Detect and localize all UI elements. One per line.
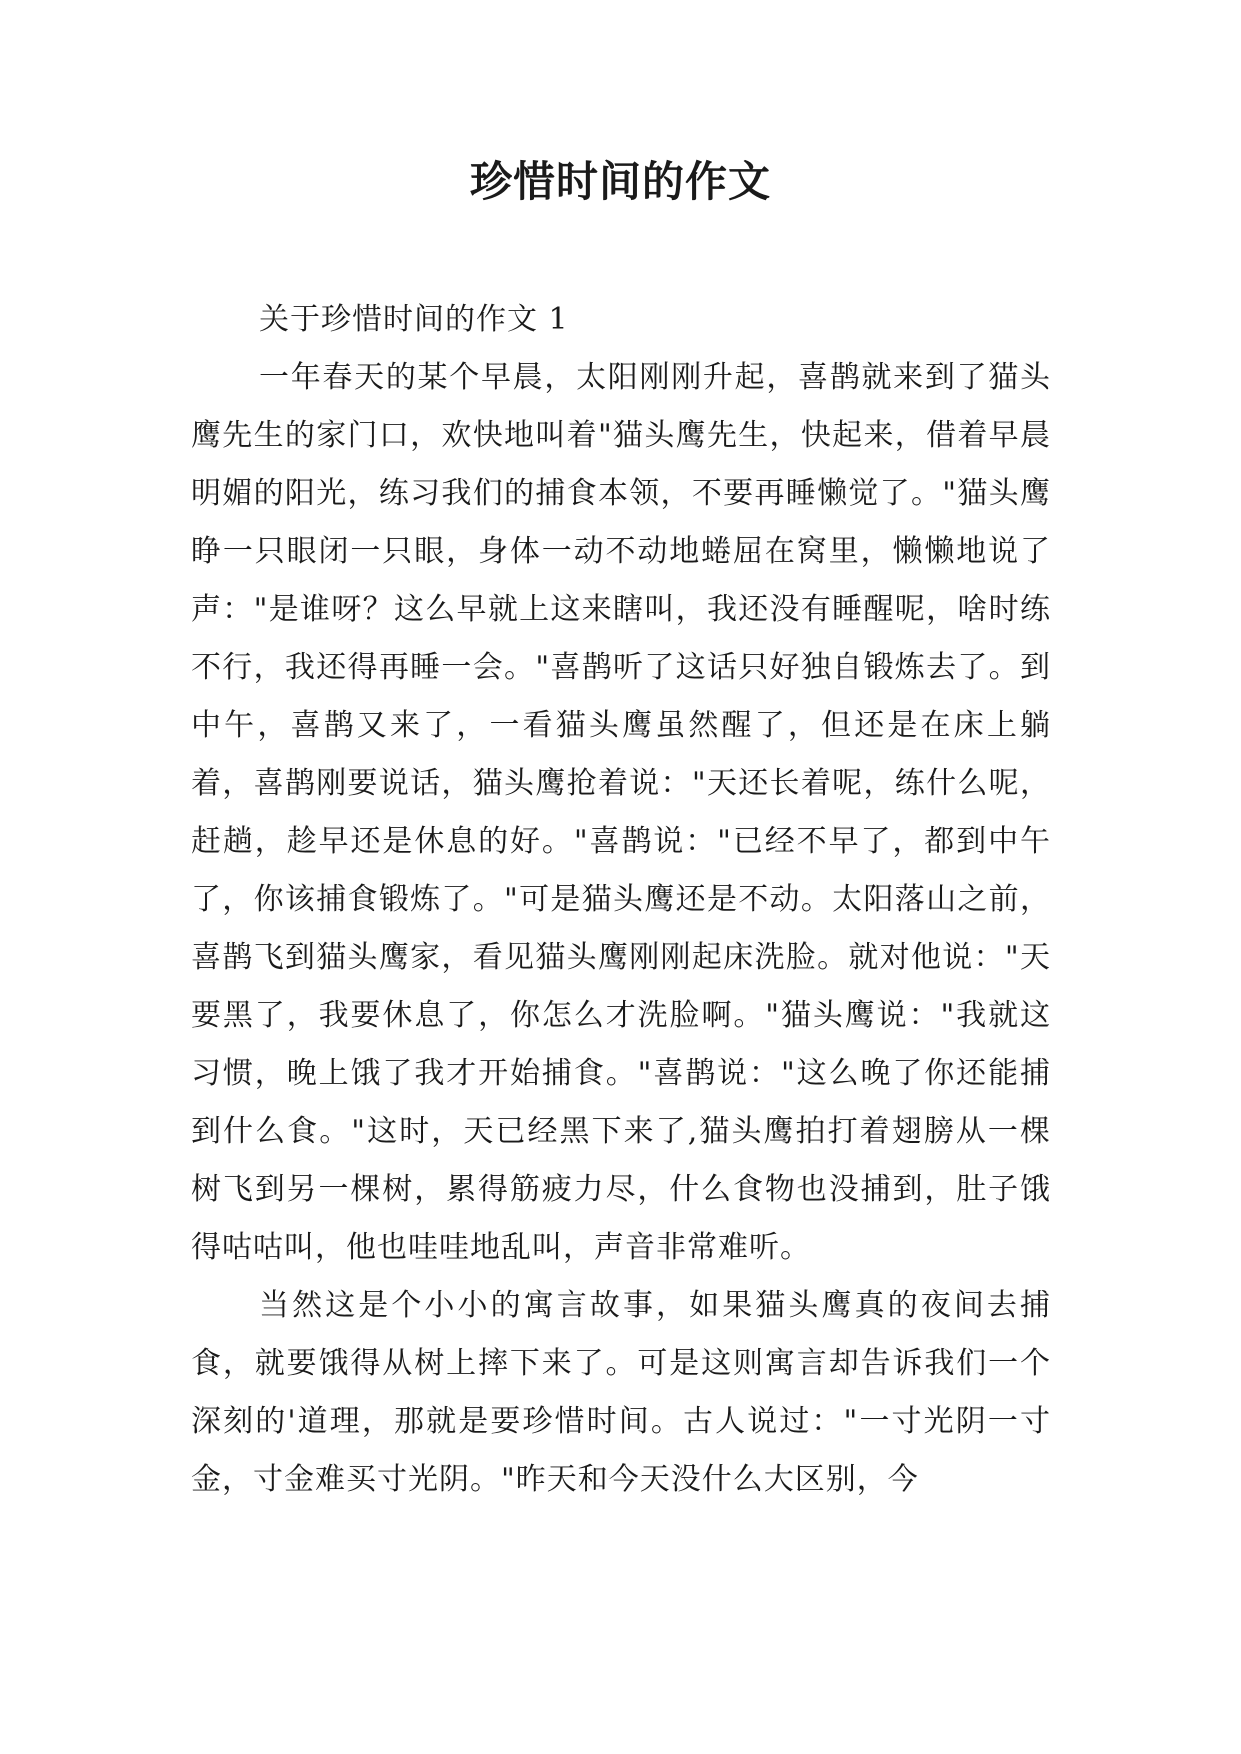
body-paragraph: 当然这是个小小的寓言故事，如果猫头鹰真的夜间去捕食，就要饿得从树上摔下来了。可是这则寓言却告诉我们一个深刻的'道理，那就是要珍惜时间。古人说过："一寸光阴一寸金，寸金难买寸光阴。"昨天和今天没什么大区别，今	[191, 1288, 1051, 1497]
document-body	[191, 291, 1051, 1509]
section-heading: 关于珍惜时间的作文 1	[259, 302, 569, 337]
document-title: 珍惜时间的作文	[469, 157, 771, 206]
body-paragraph: 一年春天的某个早晨，太阳刚刚升起，喜鹊就来到了猫头鹰先生的家门口，欢快地叫着"猫头鹰先生，快起来，借着早晨明媚的阳光，练习我们的捕食本领，不要再睡懒觉了。"猫头鹰睁一只眼闭一只眼，身体一动不动地蜷屈在窝里，懒懒地说了声："是谁呀？这么早就上这来瞎叫，我还没有睡醒呢，啥时练不行，我还得再睡一会。"喜鹊听了这话只好独自锻炼去了。到中午，喜鹊又来了，一看猫头鹰虽然醒了，但还是在床上躺着，喜鹊刚要说话，猫头鹰抢着说："天还长着呢，练什么呢，赶趟，趁早还是休息的好。"喜鹊说："已经不早了，都到中午了，你该捕食锻炼了。"可是猫头鹰还是不动。太阳落山之前，喜鹊飞到猫头鹰家，看见猫头鹰刚刚起床洗脸。就对他说："天要黑了，我要休息了，你怎么才洗脸啊。"猫头鹰说："我就这习惯，晚上饿了我才开始捕食。"喜鹊说："这么晚了你还能捕到什么食。"这时，天已经黑下来了,猫头鹰拍打着翅膀从一棵树飞到另一棵树，累得筋疲力尽，什么食物也没捕到，肚子饿得咕咕叫，他也哇哇地乱叫，声音非常难听。	[191, 360, 1051, 1265]
